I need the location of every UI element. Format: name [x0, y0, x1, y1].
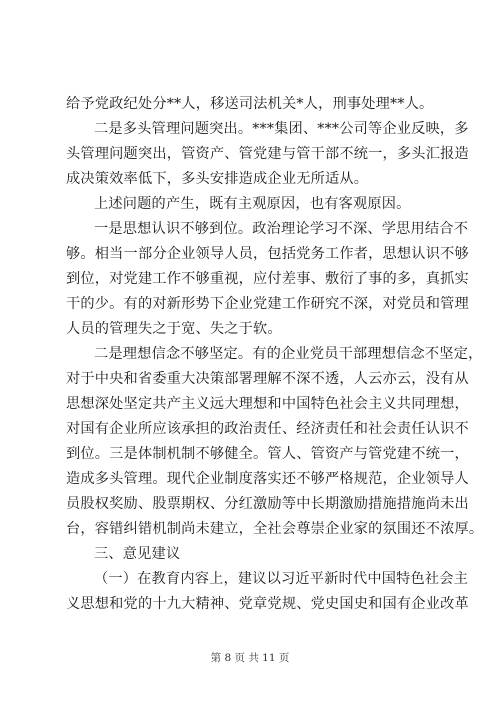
text-line: 对国有企业所应该承担的政治责任、经济责任和社会责任认识不	[66, 421, 469, 437]
text-line: 员股权奖励、股票期权、分红激励等中长期激励措施措施尚未出	[66, 496, 469, 512]
text-line: 二是多头管理问题突出。***集团、***公司等企业反映，多	[94, 121, 469, 137]
text-line: 对于中央和省委重大决策部署理解不深不透，人云亦云，没有从	[66, 371, 469, 387]
text-line: 思想深处坚定共产主义远大理想和中国特色社会主义共同理想，	[66, 396, 469, 412]
text-line: （一）在教育内容上，建议以习近平新时代中国特色社会主	[94, 571, 469, 587]
text-line: 二是理想信念不够坚定。有的企业党员干部理想信念不坚定，	[94, 346, 483, 362]
text-line: 给予党政纪处分**人，移送司法机关*人，刑事处理**人。	[66, 96, 434, 112]
document-body	[66, 92, 484, 617]
text-line: 上述问题的产生，既有主观原因，也有客观原因。	[94, 196, 411, 212]
text-line: 人员的管理失之于宽、失之于软。	[66, 321, 282, 337]
text-line: 干的少。有的对新形势下企业党建工作研究不深，对党员和管理	[66, 296, 469, 312]
text-line: 到位，对党建工作不够重视，应付差事、敷衍了事的多，真抓实	[66, 271, 469, 287]
text-line: 一是思想认识不够到位。政治理论学习不深、学思用结合不	[94, 221, 469, 237]
text-line: 三、意见建议	[94, 546, 181, 562]
text-line: 造成多头管理。现代企业制度落实还不够严格规范，企业领导人	[66, 471, 469, 487]
text-line: 成决策效率低下，多头安排造成企业无所适从。	[66, 171, 369, 187]
text-line: 台，容错纠错机制尚未建立，全社会尊崇企业家的氛围还不浓厚。	[66, 521, 484, 537]
text-line: 头管理问题突出，管资产、管党建与管干部不统一，多头汇报造	[66, 146, 469, 162]
text-line: 义思想和党的十九大精神、党章党规、党史国史和国有企业改革	[66, 596, 469, 612]
text-line: 够。相当一部分企业领导人员，包括党务工作者，思想认识不够	[66, 246, 469, 262]
page-footer: 第 8 页 共 11 页	[210, 652, 290, 664]
text-line: 到位。三是体制机制不够健全。管人、管资产与管党建不统一，	[66, 446, 469, 462]
